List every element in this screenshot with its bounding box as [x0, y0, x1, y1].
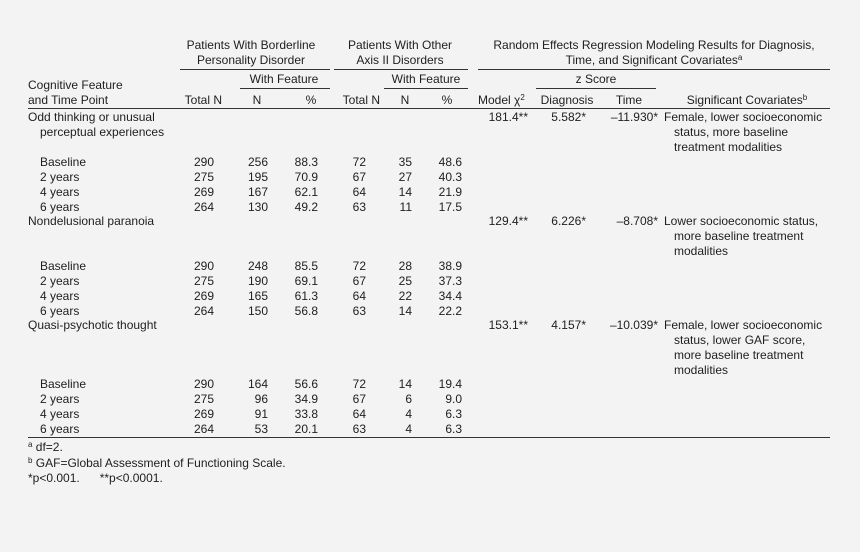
covariates-text: more baseline treatment — [674, 229, 804, 243]
bpd-total-cell: 275 — [193, 274, 214, 288]
z-diagnosis-value: 4.157* — [551, 318, 586, 332]
bpd-pct-cell: 70.9 — [294, 170, 318, 184]
model-chi2-value: 181.4** — [488, 110, 528, 124]
timepoint-label: 4 years — [40, 407, 80, 421]
bpd-pct-cell: 61.3 — [294, 289, 318, 303]
bpd-n-cell: 150 — [247, 304, 268, 318]
header-row-label-line1: Cognitive Feature — [28, 78, 123, 92]
other-total-cell: 67 — [352, 274, 366, 288]
timepoint-label: 4 years — [40, 289, 80, 303]
z-time-value: –10.039* — [609, 318, 658, 332]
other-n-cell: 4 — [405, 407, 412, 421]
bpd-total-cell: 290 — [193, 259, 214, 273]
header-regression-line2: Time, and Significant Covariates$^a$ — [565, 53, 743, 67]
bpd-pct-cell: 85.5 — [294, 259, 318, 273]
header-with-feature-other: With Feature — [391, 72, 461, 86]
z-time-value: –11.930* — [610, 110, 658, 124]
header-other-n: N — [400, 93, 410, 107]
other-pct-cell: 40.3 — [438, 170, 462, 184]
rule-z-score — [536, 88, 656, 89]
bpd-n-cell: 53 — [254, 422, 268, 436]
other-pct-cell: 48.6 — [438, 155, 462, 169]
other-n-cell: 35 — [398, 155, 412, 169]
bpd-n-cell: 165 — [247, 289, 268, 303]
bpd-n-cell: 167 — [247, 185, 268, 199]
other-n-cell: 6 — [405, 392, 412, 406]
other-pct-cell: 6.3 — [445, 422, 462, 436]
bpd-pct-cell: 20.1 — [294, 422, 318, 436]
other-n-cell: 14 — [398, 304, 412, 318]
bpd-total-cell: 269 — [193, 185, 214, 199]
covariates-text: modalities — [674, 244, 729, 258]
other-pct-cell: 9.0 — [445, 392, 462, 406]
other-n-cell: 14 — [398, 377, 412, 391]
header-row-label-line2: and Time Point — [28, 93, 109, 107]
bpd-pct-cell: 88.3 — [294, 155, 318, 169]
other-pct-cell: 37.3 — [438, 274, 462, 288]
other-n-cell: 25 — [398, 274, 412, 288]
other-n-cell: 14 — [398, 185, 412, 199]
header-z-score: z Score — [575, 72, 617, 86]
bpd-n-cell: 96 — [254, 392, 268, 406]
header-other-line2: Axis II Disorders — [356, 53, 444, 67]
rule-other-group — [334, 69, 468, 70]
feature-label: Quasi-psychotic thought — [28, 318, 157, 332]
bpd-total-cell: 290 — [193, 155, 214, 169]
covariates-text: more baseline treatment — [674, 348, 804, 362]
other-n-cell: 4 — [405, 422, 412, 436]
header-bpd-n: N — [252, 93, 262, 107]
timepoint-label: 4 years — [40, 185, 80, 199]
bpd-n-cell: 91 — [254, 407, 268, 421]
other-total-cell: 72 — [352, 377, 366, 391]
bpd-total-cell: 264 — [193, 304, 214, 318]
other-n-cell: 22 — [398, 289, 412, 303]
bpd-n-cell: 248 — [247, 259, 268, 273]
bpd-n-cell: 130 — [247, 200, 268, 214]
bpd-n-cell: 256 — [247, 155, 268, 169]
header-time: Time — [615, 93, 643, 107]
timepoint-label: Baseline — [40, 259, 87, 273]
bpd-pct-cell: 69.1 — [294, 274, 318, 288]
timepoint-label: 2 years — [40, 274, 80, 288]
timepoint-label: Baseline — [40, 155, 87, 169]
bpd-total-cell: 269 — [193, 289, 214, 303]
other-n-cell: 28 — [398, 259, 412, 273]
bpd-total-cell: 264 — [193, 422, 214, 436]
header-regression-line1: Random Effects Regression Modeling Results for Diagnosis, — [493, 38, 815, 52]
other-pct-cell: 6.3 — [445, 407, 462, 421]
bpd-pct-cell: 33.8 — [294, 407, 318, 421]
header-other-pct: % — [441, 93, 453, 107]
rule-with-feature-bpd — [240, 88, 330, 89]
bpd-total-cell: 275 — [193, 392, 214, 406]
rule-with-feature-other — [384, 88, 468, 89]
timepoint-label: 2 years — [40, 392, 80, 406]
footnote-b: $^b$ GAF=Global Assessment of Functioning Scale. — [28, 456, 286, 470]
bpd-pct-cell: 56.6 — [294, 377, 318, 391]
other-pct-cell: 38.9 — [438, 259, 462, 273]
covariates-text: modalities — [674, 363, 729, 377]
bpd-pct-cell: 56.8 — [294, 304, 318, 318]
z-diagnosis-value: 6.226* — [551, 214, 586, 228]
bpd-total-cell: 264 — [193, 200, 214, 214]
other-total-cell: 72 — [352, 155, 366, 169]
header-bpd-line2: Personality Disorder — [196, 53, 306, 67]
z-time-value: –8.708* — [616, 214, 658, 228]
timepoint-label: 6 years — [40, 304, 80, 318]
covariates-text: Lower socioeconomic status, — [664, 214, 819, 228]
rule-table-bottom — [28, 437, 830, 438]
bpd-n-cell: 190 — [247, 274, 268, 288]
other-total-cell: 64 — [352, 407, 366, 421]
other-pct-cell: 21.9 — [438, 185, 462, 199]
model-chi2-value: 153.1** — [488, 318, 528, 332]
other-n-cell: 27 — [398, 170, 412, 184]
other-total-cell: 63 — [352, 304, 366, 318]
other-total-cell: 64 — [352, 289, 366, 303]
rule-bpd-group — [180, 69, 330, 70]
bpd-n-cell: 195 — [247, 170, 268, 184]
other-pct-cell: 34.4 — [438, 289, 462, 303]
covariates-text: status, lower GAF score, — [674, 333, 806, 347]
header-model-chi2: Model $\chi^2$ — [478, 93, 525, 107]
feature-label: Nondelusional paranoia — [28, 214, 155, 228]
timepoint-label: 6 years — [40, 422, 80, 436]
bpd-pct-cell: 62.1 — [294, 185, 318, 199]
other-n-cell: 11 — [399, 200, 412, 214]
rule-regression-group — [478, 69, 830, 70]
footnote-a: $^a$ df=2. — [28, 440, 63, 454]
bpd-total-cell: 275 — [193, 170, 214, 184]
other-total-cell: 72 — [352, 259, 366, 273]
other-pct-cell: 22.2 — [438, 304, 462, 318]
covariates-text: status, more baseline — [674, 125, 789, 139]
header-bpd-total-n: Total N — [184, 93, 222, 107]
other-total-cell: 63 — [352, 422, 366, 436]
footnote-significance: *p<0.001. **p<0.0001. — [28, 471, 163, 485]
rule-header-bottom — [28, 108, 830, 109]
header-bpd-line1: Patients With Borderline — [186, 38, 316, 52]
covariates-text: treatment modalities — [674, 140, 783, 154]
covariates-text: Female, lower socioeconomic — [664, 318, 823, 332]
timepoint-label: Baseline — [40, 377, 87, 391]
feature-label: Odd thinking or unusual — [28, 110, 155, 124]
bpd-pct-cell: 49.2 — [294, 200, 318, 214]
timepoint-label: 2 years — [40, 170, 80, 184]
feature-label: perceptual experiences — [40, 125, 165, 139]
bpd-n-cell: 164 — [247, 377, 268, 391]
header-diagnosis: Diagnosis — [540, 93, 594, 107]
bpd-total-cell: 269 — [193, 407, 214, 421]
header-bpd-pct: % — [305, 93, 317, 107]
header-with-feature-bpd: With Feature — [249, 72, 319, 86]
other-pct-cell: 17.5 — [438, 200, 462, 214]
z-diagnosis-value: 5.582* — [551, 110, 586, 124]
bpd-pct-cell: 34.9 — [294, 392, 318, 406]
timepoint-label: 6 years — [40, 200, 80, 214]
model-chi2-value: 129.4** — [488, 214, 528, 228]
covariates-text: Female, lower socioeconomic — [664, 110, 823, 124]
other-total-cell: 67 — [352, 392, 366, 406]
header-covariates: Significant Covariates$^b$ — [686, 93, 808, 107]
other-total-cell: 63 — [352, 200, 366, 214]
other-total-cell: 67 — [352, 170, 366, 184]
other-pct-cell: 19.4 — [438, 377, 462, 391]
header-other-total-n: Total N — [342, 93, 380, 107]
other-total-cell: 64 — [352, 185, 366, 199]
bpd-total-cell: 290 — [193, 377, 214, 391]
header-other-line1: Patients With Other — [347, 38, 453, 52]
